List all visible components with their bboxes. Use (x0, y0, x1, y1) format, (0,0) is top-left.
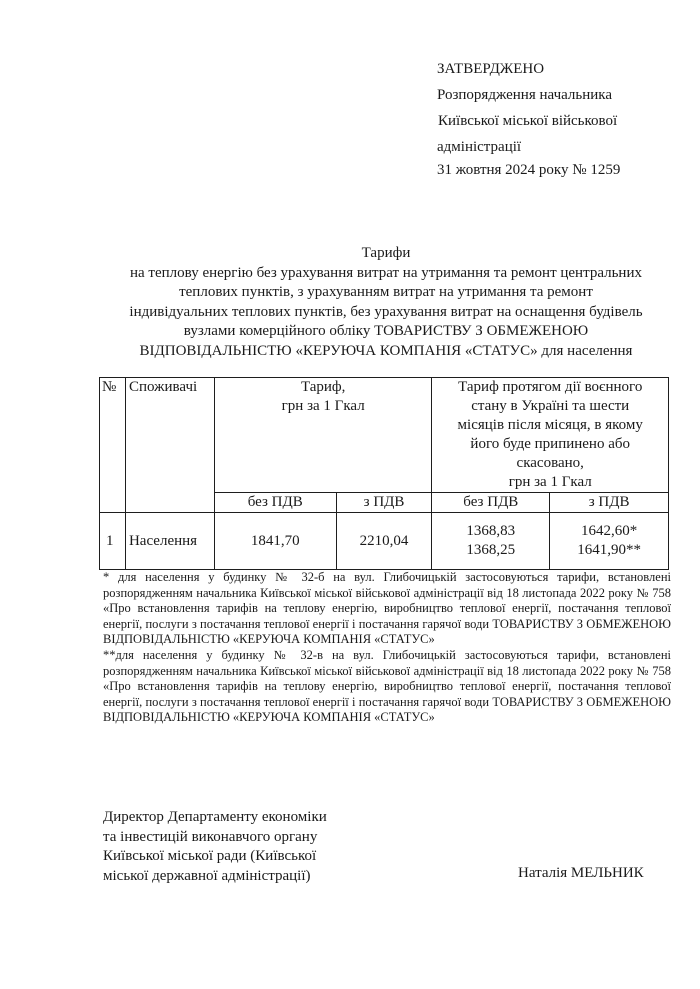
header-tariff-label: Тариф, (300, 379, 346, 395)
table-row (100, 513, 669, 570)
subheader-vat: з ПДВ (336, 493, 432, 513)
war-no-vat-value: 1368,25 (466, 542, 516, 558)
tariff-table (99, 377, 669, 570)
header-consumers: Споживачі (125, 378, 214, 513)
header-tariff-unit: грн за 1 Гкал (281, 398, 365, 414)
war-no-vat-value: 1368,83 (466, 523, 516, 539)
row-consumer: Населення (125, 513, 214, 570)
title-line: ВІДПОВІДАЛЬНІСТЮ «КЕРУЮЧА КОМПАНІЯ «СТАТУС» для населення (139, 342, 633, 359)
approval-date: 31 жовтня 2024 року № 1259 (437, 162, 621, 178)
header-tariff (214, 378, 432, 493)
footnotes (103, 570, 671, 726)
signer-position-line: Директор Департаменту економіки (103, 809, 327, 825)
row-war-vat (550, 513, 669, 570)
title-line: вузлами комерційного обліку ТОВАРИСТВУ З ОБМЕЖЕНОЮ (183, 323, 589, 339)
signer-position-line: міської державної адміністрації) (103, 867, 311, 884)
title-heading: Тарифи (361, 245, 411, 261)
signer-name: Наталія МЕЛЬНИК (518, 865, 644, 881)
header-war-tariff (432, 378, 669, 493)
document-title (96, 244, 676, 361)
row-tariff-no-vat: 1841,70 (214, 513, 336, 570)
approval-heading: ЗАТВЕРДЖЕНО (437, 61, 545, 77)
subheader-war-vat: з ПДВ (550, 493, 669, 513)
title-line: теплових пунктів, з урахуванням витрат на утримання та ремонт (179, 284, 593, 300)
row-tariff-vat: 2210,04 (336, 513, 432, 570)
header-war-line: стану в Україні та шести (471, 398, 630, 414)
signer-position-line: та інвестицій виконавчого органу (103, 828, 318, 845)
header-number: № (100, 378, 126, 513)
approval-line: Київської міської військової (438, 113, 618, 129)
header-war-line: Тариф протягом дії воєнного (458, 379, 643, 395)
header-war-line: грн за 1 Гкал (508, 474, 592, 490)
table-header-row (100, 378, 669, 493)
row-war-no-vat (432, 513, 550, 570)
footnote-single-star: * для населення у будинку № 32-б на вул. Глибочицькій застосовуються тарифи, встановлені розпорядженням начальника Київської міської військової адміністрації від 18 листопада 2022 року № 758 «Про встановлення тарифів на теплову енергію, виробництво теплової енергії, постачання теплової енергії, послуги з постачання теплової енергії і постачання гарячої води ТОВАРИСТВУ З ОБМЕЖЕНОЮ ВІДПОВІДАЛЬНІСТЮ «КЕРУЮЧА КОМПАНІЯ «СТАТУС» (103, 570, 671, 647)
war-vat-value: 1641,90** (577, 542, 641, 558)
approval-block (437, 56, 687, 180)
approval-line: адміністрації (437, 139, 522, 155)
title-line: на теплову енергію без урахування витрат на утримання та ремонт центральних (129, 264, 642, 281)
header-war-line: місяців після місяця, в якому (457, 417, 643, 433)
title-line: індивідуальних теплових пунктів, без урахування витрат на оснащення будівель (129, 303, 643, 320)
war-vat-value: 1642,60* (580, 523, 638, 539)
row-number: 1 (100, 513, 126, 570)
signature-block (103, 808, 403, 886)
signer-position-line: Київської міської ради (Київської (103, 848, 317, 864)
header-war-line: скасовано, (516, 455, 584, 471)
footnote-double-star: **для населення у будинку № 32-в на вул. Глибочицькій застосовуються тарифи, встановлені розпорядженням начальника Київської міської військової адміністрації від 18 листопада 2022 року № 758 «Про встановлення тарифів на теплову енергію, виробництво теплової енергії, постачання теплової енергії, послуги з постачання теплової енергії і постачання гарячої води ТОВАРИСТВУ З ОБМЕЖЕНОЮ ВІДПОВІДАЛЬНІСТЮ «КЕРУЮЧА КОМПАНІЯ «СТАТУС» (103, 647, 671, 725)
header-war-line: його буде припинено або (470, 436, 630, 452)
subheader-no-vat: без ПДВ (214, 493, 336, 513)
subheader-war-no-vat: без ПДВ (432, 493, 550, 513)
approval-line: Розпорядження начальника (437, 87, 612, 103)
